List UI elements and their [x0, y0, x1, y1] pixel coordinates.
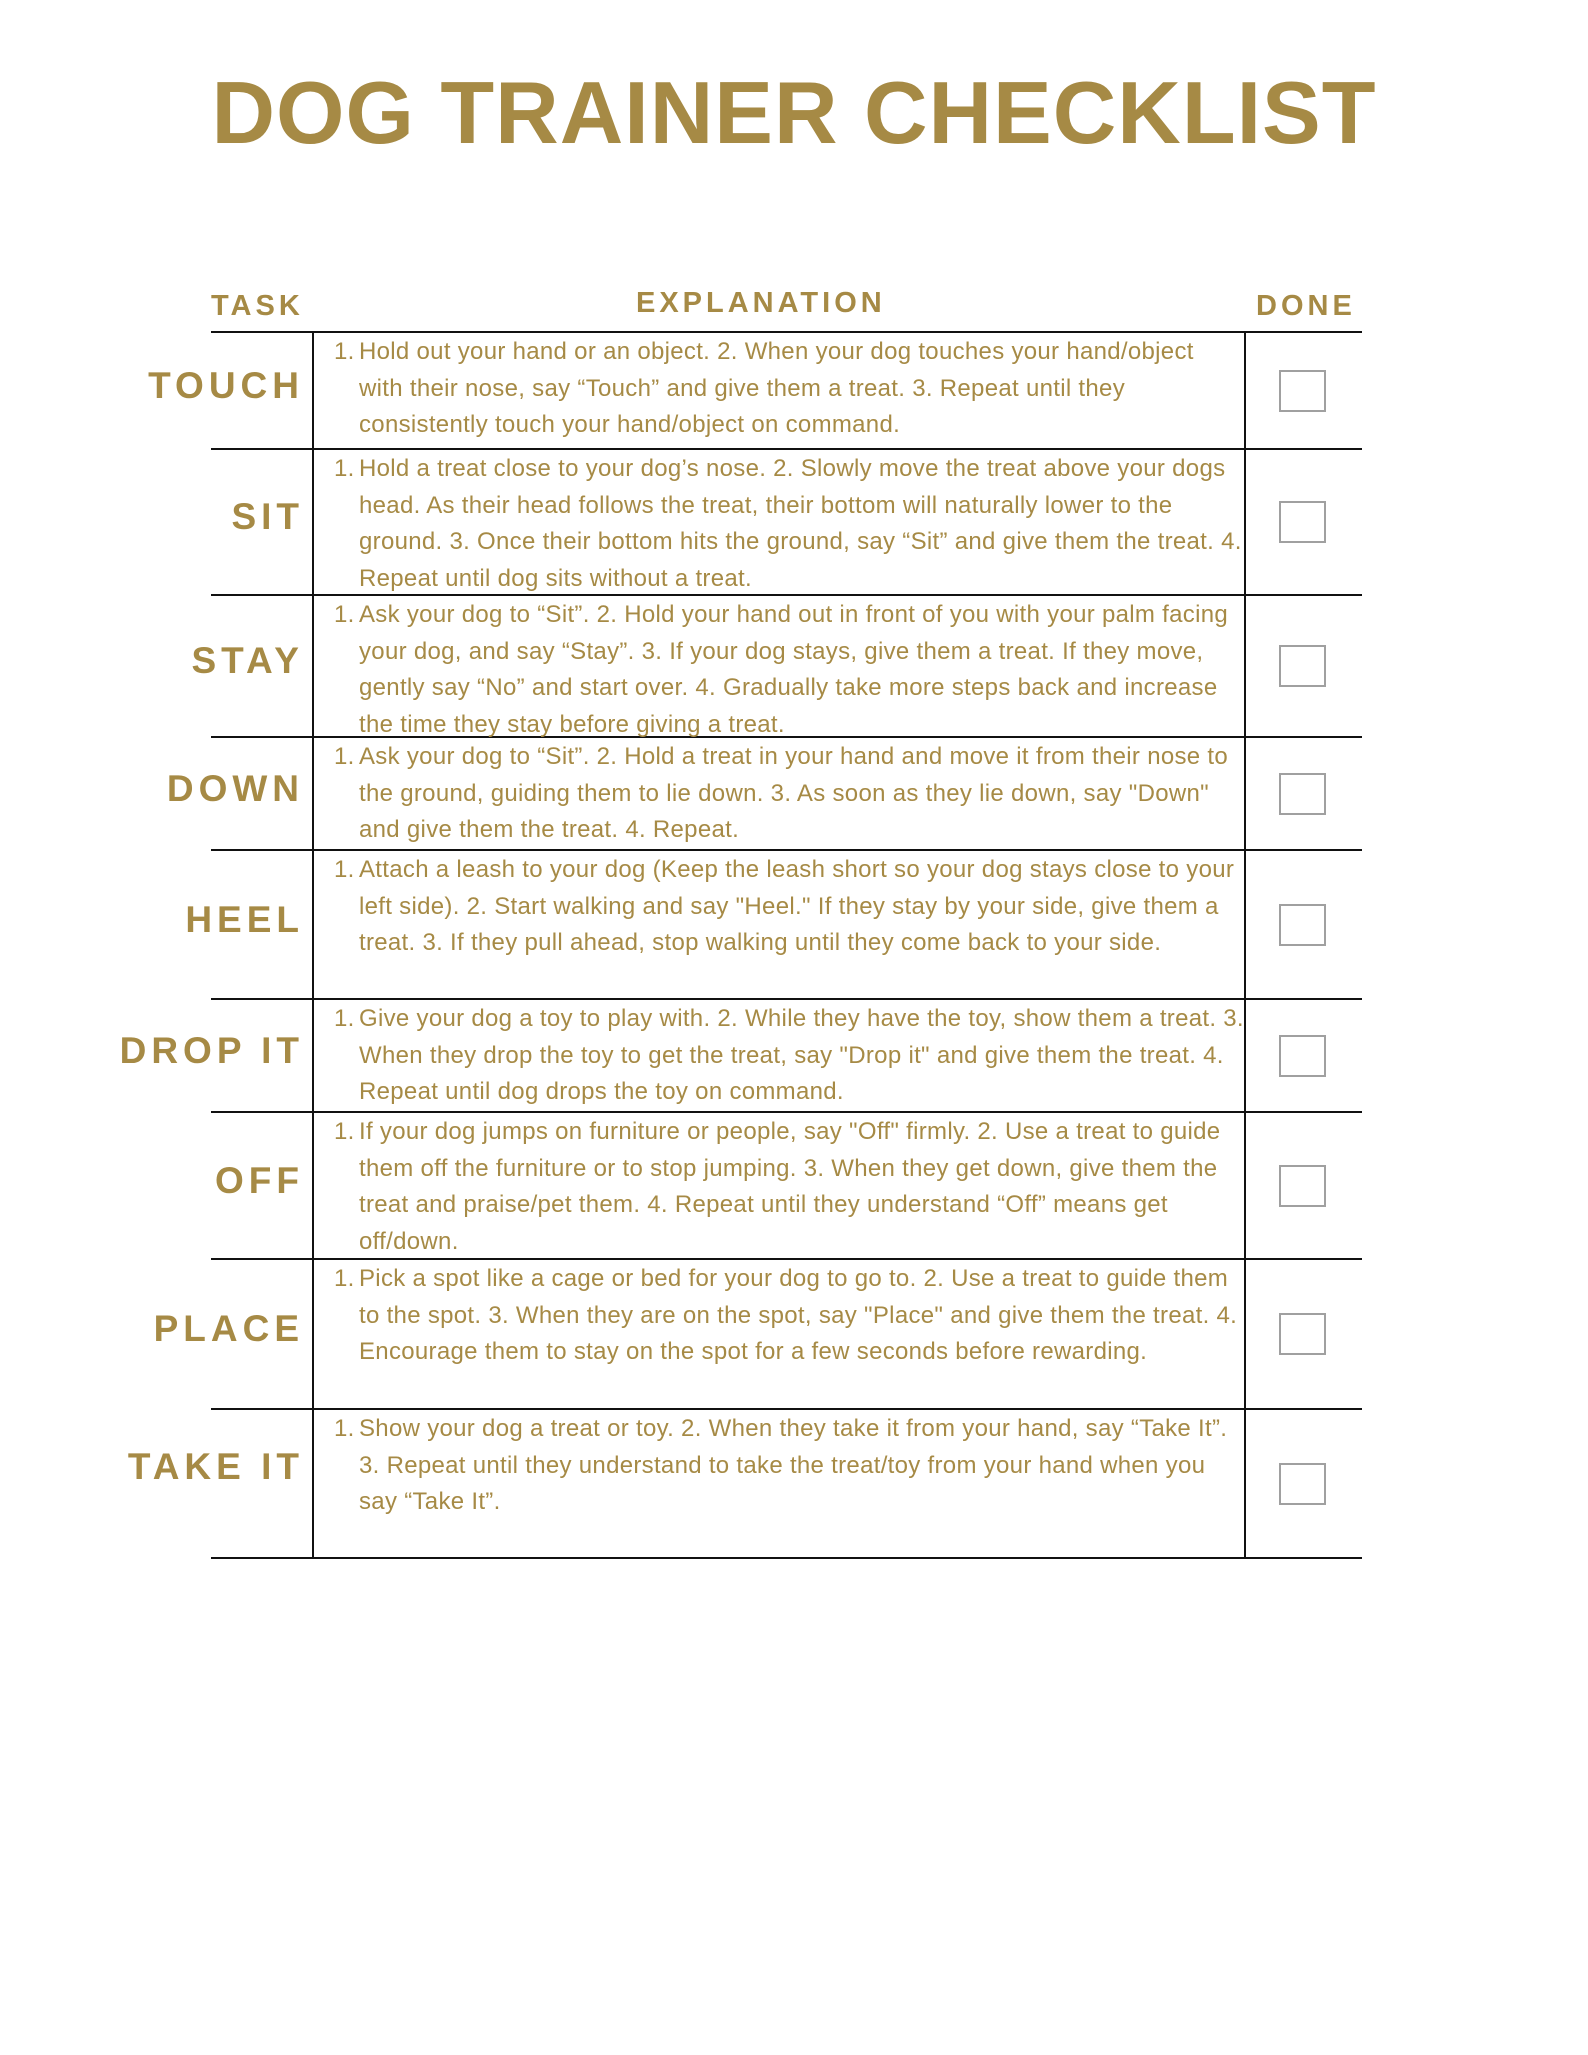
- explanation-text: Show your dog a treat or toy. 2. When they take it from your hand, say “Take It”. 3. Repeat until they understand to take the treat/toy from your hand when you say “Take It”.: [359, 1415, 1228, 1515]
- done-checkbox[interactable]: [1279, 370, 1326, 412]
- table-row: [0, 999, 1588, 1112]
- table-row: [0, 332, 1588, 449]
- explanation-text: Ask your dog to “Sit”. 2. Hold a treat in your hand and move it from their nose to the ground, guiding them to lie down. 3. As soon as they lie down, say "Down" and give them the treat. 4. Repeat.: [359, 743, 1229, 843]
- explanation-text: Attach a leash to your dog (Keep the leash short so your dog stays close to your left side). 2. Start walking and say "Heel." If they stay by your side, give them a treat. 3. If they pull ahead, stop walking until they come back to your side.: [359, 856, 1235, 956]
- explanation-text: Hold out your hand or an object. 2. When your dog touches your hand/object with their nose, say “Touch” and give them a treat. 3. Repeat until they consistently touch your hand/object on command.: [359, 338, 1194, 438]
- done-checkbox[interactable]: [1279, 773, 1326, 815]
- task-explanation: [334, 1114, 1244, 1260]
- table-row: [0, 850, 1588, 999]
- table-row: [0, 737, 1588, 850]
- step-number: 1.: [334, 856, 355, 883]
- task-explanation: [334, 1411, 1244, 1521]
- task-label: SIT: [231, 496, 304, 537]
- done-checkbox[interactable]: [1279, 1035, 1326, 1077]
- task-label: PLACE: [153, 1308, 304, 1349]
- task-label: STAY: [191, 640, 304, 681]
- task-explanation: [334, 1261, 1244, 1371]
- header-task: TASK: [211, 290, 304, 322]
- page-title: DOG TRAINER CHECKLIST: [211, 63, 1377, 162]
- header-explanation: EXPLANATION: [636, 287, 886, 319]
- task-explanation: [334, 451, 1244, 597]
- task-label: OFF: [215, 1159, 304, 1201]
- step-number: 1.: [334, 1415, 355, 1442]
- task-label: DOWN: [166, 767, 304, 809]
- step-number: 1.: [334, 743, 355, 770]
- step-number: 1.: [334, 1118, 355, 1145]
- header-done: DONE: [1256, 290, 1356, 322]
- done-checkbox[interactable]: [1279, 904, 1326, 946]
- task-explanation: [334, 597, 1244, 743]
- table-row: [0, 595, 1588, 737]
- task-label: DROP IT: [119, 1029, 304, 1071]
- done-checkbox[interactable]: [1279, 645, 1326, 687]
- done-checkbox[interactable]: [1279, 1165, 1326, 1207]
- table-row: [0, 1259, 1588, 1409]
- task-label: TAKE IT: [127, 1445, 304, 1487]
- task-label: HEEL: [185, 898, 304, 940]
- explanation-text: Give your dog a toy to play with. 2. While they have the toy, show them a treat. 3. When they drop the toy to get the treat, say "Drop it" and give them the treat. 4. Repeat until dog drops the toy on command.: [359, 1005, 1244, 1105]
- step-number: 1.: [334, 1005, 355, 1032]
- task-explanation: [334, 334, 1244, 444]
- task-explanation: [334, 739, 1244, 849]
- explanation-text: Ask your dog to “Sit”. 2. Hold your hand out in front of you with your palm facing your dog, and say “Stay”. 3. If your dog stays, give them a treat. If they move, gently say “No” and start over. 4. Gradually take more steps back and increase the time they stay before giving a treat.: [359, 601, 1229, 738]
- step-number: 1.: [334, 601, 355, 628]
- step-number: 1.: [334, 1265, 355, 1292]
- task-label: TOUCH: [148, 364, 304, 406]
- step-number: 1.: [334, 455, 355, 482]
- done-checkbox[interactable]: [1279, 1313, 1326, 1355]
- explanation-text: Pick a spot like a cage or bed for your dog to go to. 2. Use a treat to guide them to the spot. 3. When they are on the spot, say "Place" and give them the treat. 4. Encourage them to stay on the spot for a few seconds before rewarding.: [359, 1265, 1238, 1365]
- explanation-text: Hold a treat close to your dog’s nose. 2. Slowly move the treat above your dogs head. As their head follows the treat, their bottom will naturally lower to the ground. 3. Once their bottom hits the ground, say “Sit” and give them the treat. 4. Repeat until dog sits without a treat.: [359, 455, 1242, 592]
- table-row: [0, 449, 1588, 595]
- step-number: 1.: [334, 338, 355, 365]
- table-row: [0, 1409, 1588, 1558]
- table-row: [0, 1112, 1588, 1259]
- task-explanation: [334, 852, 1244, 962]
- done-checkbox[interactable]: [1279, 501, 1326, 543]
- done-checkbox[interactable]: [1279, 1463, 1326, 1505]
- explanation-text: If your dog jumps on furniture or people, say "Off" firmly. 2. Use a treat to guide them off the furniture or to stop jumping. 3. When they get down, give them the treat and praise/pet them. 4. Repeat until they understand “Off” means get off/down.: [359, 1118, 1221, 1255]
- task-explanation: [334, 1001, 1244, 1111]
